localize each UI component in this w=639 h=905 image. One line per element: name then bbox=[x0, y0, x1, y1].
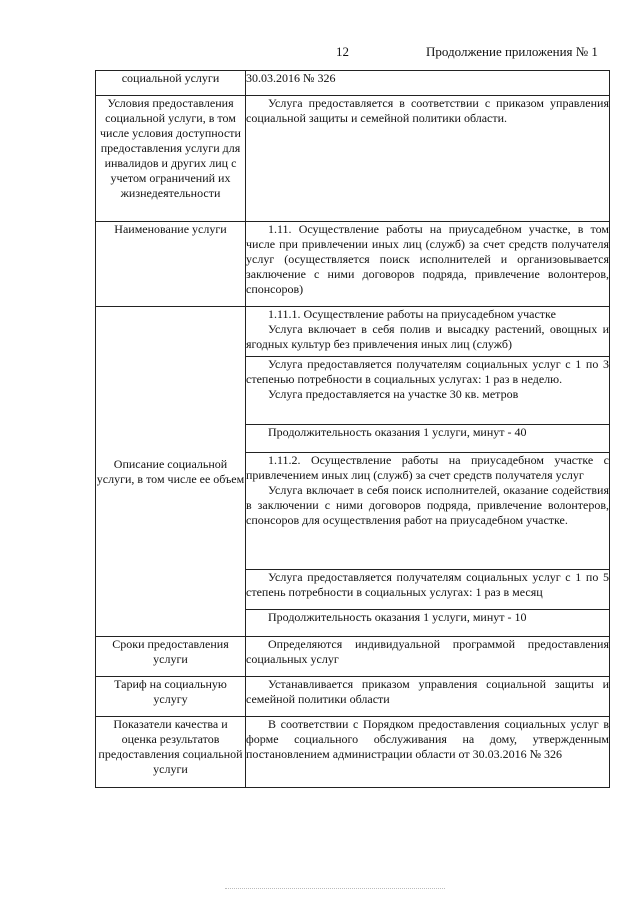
table-row bbox=[96, 222, 610, 307]
block-text: Услуга включает в себя полив и высадку растений, овощных и ягодных культур без привлечения иных лиц (служб) bbox=[246, 322, 609, 351]
table-row bbox=[96, 717, 610, 788]
service-table bbox=[95, 70, 610, 788]
row-value: 30.03.2016 № 326 bbox=[246, 71, 610, 96]
row-value-cell bbox=[246, 96, 610, 222]
table-row bbox=[96, 307, 610, 357]
sub-block bbox=[246, 425, 610, 453]
table-row bbox=[96, 96, 610, 222]
row-value: 1.11. Осуществление работы на приусадебном участке, в том числе при привлечении иных лиц (служб) за счет средств получателя услуг (осуществляется поиск исполнителей и организовывается заключение с ними договоров подряда, привлечение волонтеров, спонсоров) bbox=[246, 222, 609, 296]
bottom-scan-artifact bbox=[225, 888, 445, 891]
page-number: 12 bbox=[336, 44, 349, 59]
row-label: Наименование услуги bbox=[96, 222, 246, 307]
sub-block bbox=[246, 570, 610, 610]
block-text: Услуга включает в себя поиск исполнителей, оказание содействия в заключении с ними договоров подряда, привлечение волонтеров, спонсоров для осуществления работ на приусадебном участке. bbox=[246, 483, 609, 527]
row-value-cell bbox=[246, 637, 610, 677]
sub-block bbox=[246, 610, 610, 637]
sub-block bbox=[246, 357, 610, 425]
block-text: Услуга предоставляется получателям социальных услуг с 1 по 5 степень потребности в социальных услугах: 1 раз в месяц bbox=[246, 570, 609, 599]
continuation-header: Продолжение приложения № 1 bbox=[426, 44, 598, 59]
sub-block bbox=[246, 307, 610, 357]
row-label: Тариф на социальную услугу bbox=[96, 677, 246, 717]
table-row bbox=[96, 71, 610, 96]
block-title: 1.11.2. Осуществление работы на приусадебном участке с привлечением иных лиц (служб) за счет средств получателя услуг bbox=[246, 453, 609, 482]
row-label: Условия предоставления социальной услуги, в том числе условия доступности предоставления услуги для инвалидов и других лиц с учетом ограничений их жизнедеятельности bbox=[96, 96, 246, 222]
block-text: Продолжительность оказания 1 услуги, минут - 10 bbox=[268, 610, 527, 624]
row-value: В соответствии с Порядком предоставления социальных услуг в форме социального обслуживания на дому, утвержденным постановлением администрации области от 30.03.2016 № 326 bbox=[246, 717, 609, 761]
row-label: Описание социальной услуги, в том числе ее объем bbox=[96, 307, 246, 637]
row-value: Определяются индивидуальной программой предоставления социальных услуг bbox=[246, 637, 609, 666]
row-label: Показатели качества и оценка результатов предоставления социальной услуги bbox=[96, 717, 246, 788]
row-label: Сроки предоставления услуги bbox=[96, 637, 246, 677]
row-value: Услуга предоставляется в соответствии с приказом управления социальной защиты и семейной политики области. bbox=[246, 96, 609, 125]
block-text: Продолжительность оказания 1 услуги, минут - 40 bbox=[268, 425, 527, 439]
block-title: 1.11.1. Осуществление работы на приусадебном участке bbox=[268, 307, 556, 321]
sub-block bbox=[246, 453, 610, 570]
block-text: Услуга предоставляется на участке 30 кв. метров bbox=[268, 387, 519, 401]
row-value-cell bbox=[246, 222, 610, 307]
row-value: Устанавливается приказом управления социальной защиты и семейной политики области bbox=[246, 677, 609, 706]
row-label: социальной услуги bbox=[96, 71, 246, 96]
table-row bbox=[96, 637, 610, 677]
block-text: Услуга предоставляется получателям социальных услуг с 1 по 3 степенью потребности в социальных услугах: 1 раз в неделю. bbox=[246, 357, 609, 386]
table-row bbox=[96, 677, 610, 717]
row-value-cell bbox=[246, 717, 610, 788]
row-value-cell bbox=[246, 677, 610, 717]
